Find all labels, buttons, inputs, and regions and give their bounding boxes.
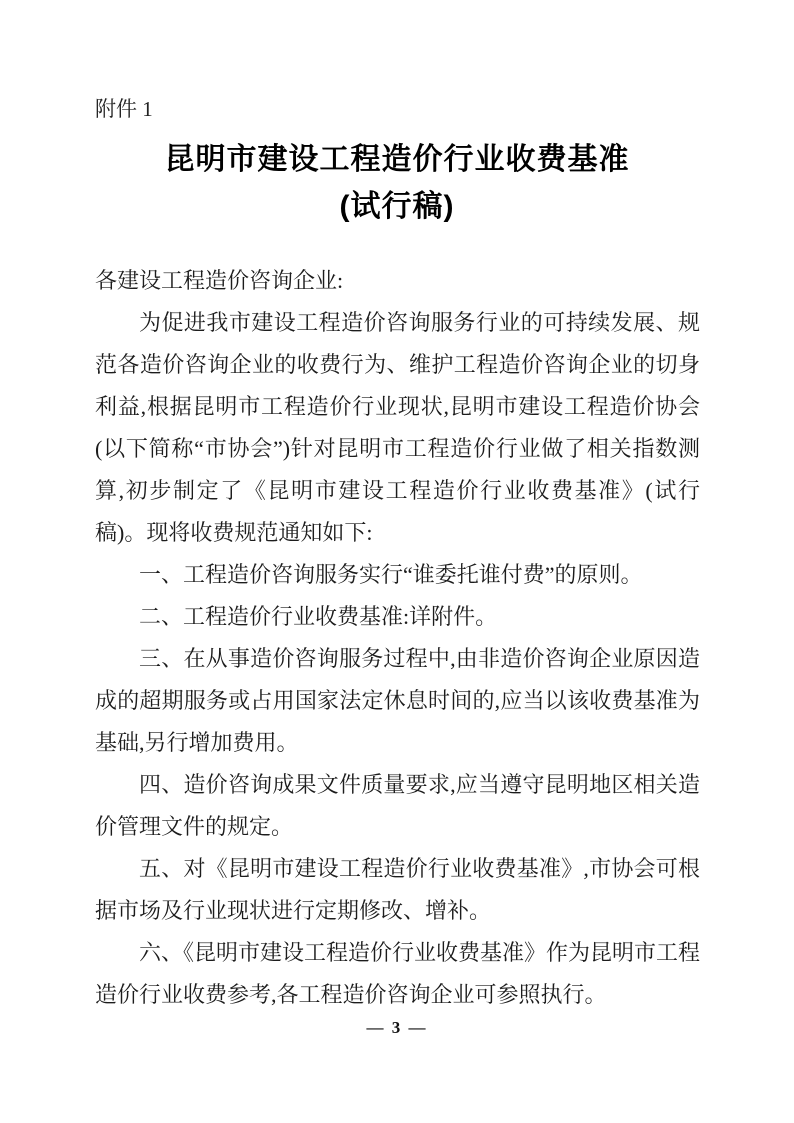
paragraph-item-6: 六、《昆明市建设工程造价行业收费基准》作为昆明市工程造价行业收费参考,各工程造价咨询企业可参照执行。 (95, 940, 701, 1007)
document-title (0, 136, 794, 230)
salutation-line: 各建设工程造价咨询企业: (95, 268, 344, 293)
paragraph-item-4: 四、造价咨询成果文件质量要求,应当遵守昆明地区相关造价管理文件的规定。 (95, 772, 700, 839)
paragraph-item-2: 二、工程造价行业收费基准:详附件。 (139, 604, 498, 629)
attachment-label: 附件 1 (95, 97, 153, 121)
paragraph-intro: 为促进我市建设工程造价咨询服务行业的可持续发展、规范各造价咨询企业的收费行为、维护工程造价咨询企业的切身利益,根据昆明市工程造价行业现状,昆明市建设工程造价协会(以下简称“市协会”)针对昆明市工程造价行业做了相关指数测算,初步制定了《昆明市建设工程造价行业收费基准》(试行稿)。现将收费规范通知如下: (95, 310, 700, 545)
document-body (95, 260, 700, 1016)
document-title-line-1: 昆明市建设工程造价行业收费基准 (164, 143, 630, 176)
paragraph-item-3: 三、在从事造价咨询服务过程中,由非造价咨询企业原因造成的超期服务或占用国家法定休息时间的,应当以该收费基准为基础,另行增加费用。 (95, 646, 700, 755)
paragraph-item-1: 一、工程造价咨询服务实行“谁委托谁付费”的原则。 (139, 562, 643, 587)
paragraph-item-5: 五、对《昆明市建设工程造价行业收费基准》,市协会可根据市场及行业现状进行定期修改、增补。 (95, 856, 700, 923)
page-number: — 3 — (366, 1018, 428, 1037)
document-title-line-2: (试行稿) (339, 190, 455, 223)
